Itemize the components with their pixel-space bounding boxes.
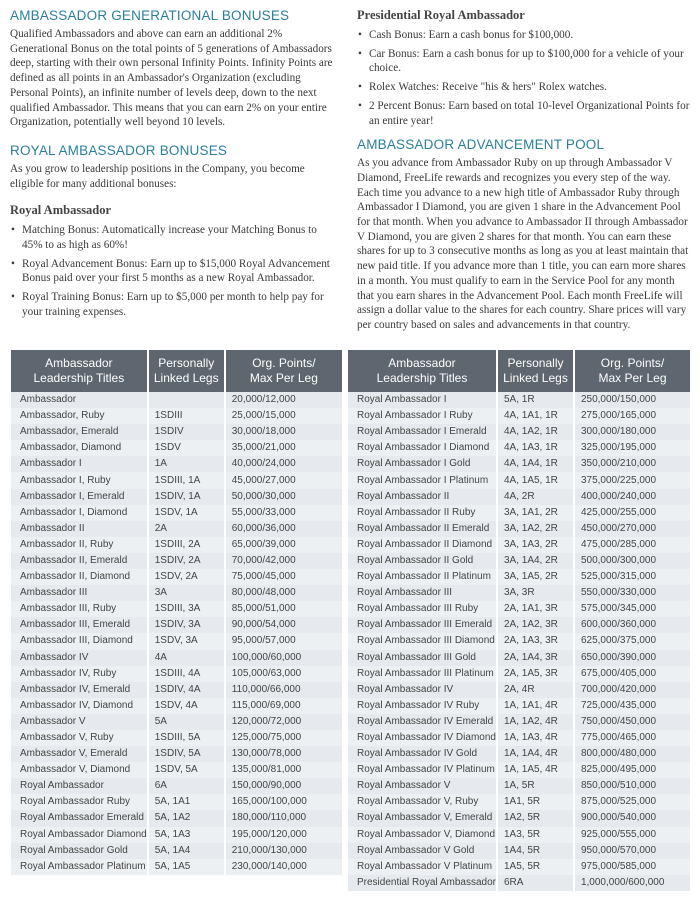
legs-cell: 4A, 1A1, 1R bbox=[497, 408, 574, 424]
legs-cell: 4A, 2R bbox=[497, 489, 574, 505]
table-row bbox=[348, 810, 690, 826]
table-row bbox=[11, 537, 342, 553]
points-cell: 30,000/18,000 bbox=[225, 424, 342, 440]
legs-cell: 5A bbox=[148, 714, 225, 730]
points-cell: 195,000/120,000 bbox=[225, 827, 342, 843]
points-cell: 25,000/15,000 bbox=[225, 408, 342, 424]
title-cell: Royal Ambassador V Gold bbox=[348, 843, 497, 859]
header-titles bbox=[11, 350, 148, 392]
legs-cell: 2A, 1A1, 3R bbox=[497, 601, 574, 617]
points-cell: 275,000/165,000 bbox=[574, 408, 690, 424]
table-row bbox=[348, 456, 690, 472]
legs-cell: 4A, 1A5, 1R bbox=[497, 472, 574, 488]
title-cell: Ambassador III, Diamond bbox=[11, 633, 148, 649]
table-row bbox=[11, 746, 342, 762]
legs-cell: 1SDIII, 5A bbox=[148, 730, 225, 746]
legs-cell: 5A, 1A4 bbox=[148, 843, 225, 859]
legs-cell: 3A bbox=[148, 585, 225, 601]
legs-cell bbox=[148, 392, 225, 408]
points-cell: 150,000/90,000 bbox=[225, 778, 342, 794]
points-cell: 525,000/315,000 bbox=[574, 569, 690, 585]
table-row bbox=[11, 698, 342, 714]
points-cell: 75,000/45,000 bbox=[225, 569, 342, 585]
table-row bbox=[348, 794, 690, 810]
title-cell: Ambassador V, Ruby bbox=[11, 730, 148, 746]
title-cell: Ambassador V, Diamond bbox=[11, 762, 148, 778]
points-cell: 300,000/180,000 bbox=[574, 424, 690, 440]
points-cell: 85,000/51,000 bbox=[225, 601, 342, 617]
header-line: Linked Legs bbox=[503, 371, 568, 385]
points-cell: 50,000/30,000 bbox=[225, 489, 342, 505]
royal-intro: As you grow to leadership positions in the Company, you become eligible for many additional bonuses: bbox=[10, 162, 305, 190]
table-row bbox=[11, 730, 342, 746]
legs-cell: 1SDIV bbox=[148, 424, 225, 440]
table-row bbox=[348, 392, 690, 408]
title-cell: Ambassador, Emerald bbox=[11, 424, 148, 440]
right-title-table-wrapper bbox=[348, 350, 690, 891]
legs-cell: 2A, 1A5, 3R bbox=[497, 666, 574, 682]
title-cell: Royal Ambassador I Emerald bbox=[348, 424, 497, 440]
table-row bbox=[348, 505, 690, 521]
points-cell: 35,000/21,000 bbox=[225, 440, 342, 456]
title-cell: Ambassador I bbox=[11, 456, 148, 472]
legs-cell: 2A, 1A4, 3R bbox=[497, 650, 574, 666]
table-row bbox=[11, 714, 342, 730]
points-cell: 925,000/555,000 bbox=[574, 827, 690, 843]
left-text-column bbox=[10, 8, 340, 324]
points-cell: 70,000/42,000 bbox=[225, 553, 342, 569]
points-cell: 800,000/480,000 bbox=[574, 746, 690, 762]
legs-cell: 1A4, 5R bbox=[497, 843, 574, 859]
table-row bbox=[348, 746, 690, 762]
title-cell: Ambassador II bbox=[11, 521, 148, 537]
pool-text: As you advance from Ambassador Ruby on up through Ambassador V Diamond, FreeLife rewards and recognizes you every step of the way. Each time you advance to a new high title of Ambassador Ruby through Ambassador I Diamond, you are given 1 share in the Advancement Pool for that month. When you advance to Ambassador II through Ambassador V Diamond, you are given 2 shares for that month. You can earn these shares for up to 3 consecutive months as long as you at least maintain that new paid title. If you advance more than 1 title, you can earn more shares in a month. You must qualify to earn in the Service Pool for any month that you earn shares in the Advancement Pool. Each month FreeLife will assign a dollar value to the shares for each country. Share prices will vary per country based on sales and advancements in that country. bbox=[357, 157, 689, 331]
header-points bbox=[225, 350, 342, 392]
legs-cell: 1A3, 5R bbox=[497, 827, 574, 843]
table-row bbox=[11, 585, 342, 601]
left-title-table-wrapper bbox=[11, 350, 342, 875]
points-cell: 950,000/570,000 bbox=[574, 843, 690, 859]
points-cell: 230,000/140,000 bbox=[225, 859, 342, 875]
points-cell: 600,000/360,000 bbox=[574, 617, 690, 633]
legs-cell: 1A5, 5R bbox=[497, 859, 574, 875]
header-line: Personally bbox=[507, 356, 564, 370]
left-table-body bbox=[11, 392, 342, 875]
points-cell: 700,000/420,000 bbox=[574, 682, 690, 698]
table-row bbox=[11, 859, 342, 875]
title-cell: Royal Ambassador III Emerald bbox=[348, 617, 497, 633]
title-cell: Royal Ambassador Ruby bbox=[11, 794, 148, 810]
table-row bbox=[348, 601, 690, 617]
table-header-row bbox=[348, 350, 690, 392]
legs-cell: 1SDIV, 4A bbox=[148, 682, 225, 698]
points-cell: 180,000/110,000 bbox=[225, 810, 342, 826]
title-cell: Ambassador II, Diamond bbox=[11, 569, 148, 585]
legs-cell: 5A, 1A3 bbox=[148, 827, 225, 843]
header-legs bbox=[497, 350, 574, 392]
legs-cell: 1A, 5R bbox=[497, 778, 574, 794]
title-cell: Royal Ambassador V bbox=[348, 778, 497, 794]
title-cell: Ambassador IV, Emerald bbox=[11, 682, 148, 698]
legs-cell: 1SDIII bbox=[148, 408, 225, 424]
points-cell: 825,000/495,000 bbox=[574, 762, 690, 778]
legs-cell: 1A, 1A3, 4R bbox=[497, 730, 574, 746]
legs-cell: 3A, 1A5, 2R bbox=[497, 569, 574, 585]
legs-cell: 5A, 1A1 bbox=[148, 794, 225, 810]
legs-cell: 1SDIII, 1A bbox=[148, 472, 225, 488]
title-cell: Royal Ambassador I Platinum bbox=[348, 472, 497, 488]
table-row bbox=[348, 875, 690, 891]
table-row bbox=[348, 698, 690, 714]
left-title-table bbox=[11, 350, 342, 875]
title-cell: Royal Ambassador IV bbox=[348, 682, 497, 698]
table-row bbox=[11, 810, 342, 826]
table-row bbox=[348, 537, 690, 553]
presidential-bullet-list bbox=[357, 28, 690, 128]
table-row bbox=[348, 424, 690, 440]
header-line: Org. Points/ bbox=[252, 356, 316, 370]
header-points bbox=[574, 350, 690, 392]
title-cell: Ambassador I, Ruby bbox=[11, 472, 148, 488]
table-row bbox=[348, 650, 690, 666]
legs-cell: 1SDIII, 3A bbox=[148, 601, 225, 617]
title-cell: Royal Ambassador I Ruby bbox=[348, 408, 497, 424]
title-cell: Ambassador bbox=[11, 392, 148, 408]
table-row bbox=[348, 569, 690, 585]
presidential-bullet: • 2 Percent Bonus: Earn based on total 10-level Organizational Points for an entire year! bbox=[369, 99, 690, 128]
title-cell: Ambassador IV, Ruby bbox=[11, 666, 148, 682]
title-cell: Ambassador II, Ruby bbox=[11, 537, 148, 553]
legs-cell: 1SDV, 1A bbox=[148, 505, 225, 521]
table-row bbox=[348, 843, 690, 859]
title-cell: Royal Ambassador Platinum bbox=[11, 859, 148, 875]
legs-cell: 1A1, 5R bbox=[497, 794, 574, 810]
table-row bbox=[11, 843, 342, 859]
legs-cell: 1A, 1A1, 4R bbox=[497, 698, 574, 714]
legs-cell: 1A2, 5R bbox=[497, 810, 574, 826]
presidential-subheading: Presidential Royal Ambassador bbox=[357, 8, 525, 22]
title-cell: Royal Ambassador III Platinum bbox=[348, 666, 497, 682]
points-cell: 120,000/72,000 bbox=[225, 714, 342, 730]
points-cell: 90,000/54,000 bbox=[225, 617, 342, 633]
title-cell: Royal Ambassador IV Ruby bbox=[348, 698, 497, 714]
table-row bbox=[11, 650, 342, 666]
table-row bbox=[348, 585, 690, 601]
title-cell: Ambassador III, Ruby bbox=[11, 601, 148, 617]
points-cell: 675,000/405,000 bbox=[574, 666, 690, 682]
points-cell: 1,000,000/600,000 bbox=[574, 875, 690, 891]
legs-cell: 1SDV bbox=[148, 440, 225, 456]
title-cell: Ambassador V, Emerald bbox=[11, 746, 148, 762]
table-row bbox=[11, 601, 342, 617]
legs-cell: 1A, 1A2, 4R bbox=[497, 714, 574, 730]
title-cell: Royal Ambassador II Gold bbox=[348, 553, 497, 569]
title-cell: Royal Ambassador III Diamond bbox=[348, 633, 497, 649]
presidential-bullet: • Car Bonus: Earn a cash bonus for up to $100,000 for a vehicle of your choice. bbox=[369, 47, 690, 76]
title-cell: Royal Ambassador II bbox=[348, 489, 497, 505]
header-line: Max Per Leg bbox=[249, 371, 318, 385]
legs-cell: 4A, 1A3, 1R bbox=[497, 440, 574, 456]
legs-cell: 3A, 1A2, 2R bbox=[497, 521, 574, 537]
title-cell: Ambassador, Diamond bbox=[11, 440, 148, 456]
legs-cell: 6A bbox=[148, 778, 225, 794]
table-row bbox=[348, 553, 690, 569]
header-line: Max Per Leg bbox=[598, 371, 667, 385]
legs-cell: 1SDV, 5A bbox=[148, 762, 225, 778]
table-row bbox=[11, 472, 342, 488]
title-cell: Royal Ambassador V Platinum bbox=[348, 859, 497, 875]
points-cell: 165,000/100,000 bbox=[225, 794, 342, 810]
points-cell: 875,000/525,000 bbox=[574, 794, 690, 810]
points-cell: 400,000/240,000 bbox=[574, 489, 690, 505]
title-cell: Royal Ambassador I bbox=[348, 392, 497, 408]
title-cell: Ambassador III, Emerald bbox=[11, 617, 148, 633]
pool-heading: AMBASSADOR ADVANCEMENT POOL bbox=[357, 137, 605, 153]
legs-cell: 2A, 4R bbox=[497, 682, 574, 698]
legs-cell: 1A, 1A5, 4R bbox=[497, 762, 574, 778]
title-cell: Royal Ambassador V, Diamond bbox=[348, 827, 497, 843]
header-line: Ambassador bbox=[388, 356, 456, 370]
legs-cell: 2A, 1A2, 3R bbox=[497, 617, 574, 633]
points-cell: 475,000/285,000 bbox=[574, 537, 690, 553]
table-row bbox=[348, 762, 690, 778]
title-cell: Royal Ambassador V, Ruby bbox=[348, 794, 497, 810]
title-cell: Royal Ambassador IV Emerald bbox=[348, 714, 497, 730]
title-cell: Royal Ambassador II Diamond bbox=[348, 537, 497, 553]
royal-bullet: • Matching Bonus: Automatically increase your Matching Bonus to 45% to as high as 60%! bbox=[22, 223, 340, 252]
points-cell: 425,000/255,000 bbox=[574, 505, 690, 521]
title-cell: Ambassador IV bbox=[11, 650, 148, 666]
header-legs bbox=[148, 350, 225, 392]
generational-text: Qualified Ambassadors and above can earn an additional 2% Generational Bonus on the total points of 5 generations of Ambassadors deep, starting with their own personal Infinity Points. Infinity Points are defined as all points in an Ambassador's Organization (excluding Personal Points), an infinite number of levels deep, down to the next qualified Ambassador. This means that you can earn 2% on your entire Organization, potentially well beyond 10 levels. bbox=[10, 28, 333, 129]
points-cell: 900,000/540,000 bbox=[574, 810, 690, 826]
points-cell: 775,000/465,000 bbox=[574, 730, 690, 746]
table-row bbox=[11, 392, 342, 408]
header-line: Org. Points/ bbox=[600, 356, 665, 370]
points-cell: 135,000/81,000 bbox=[225, 762, 342, 778]
table-row bbox=[11, 424, 342, 440]
points-cell: 130,000/78,000 bbox=[225, 746, 342, 762]
points-cell: 60,000/36,000 bbox=[225, 521, 342, 537]
table-row bbox=[348, 633, 690, 649]
table-row bbox=[348, 408, 690, 424]
points-cell: 105,000/63,000 bbox=[225, 666, 342, 682]
points-cell: 115,000/69,000 bbox=[225, 698, 342, 714]
points-cell: 625,000/375,000 bbox=[574, 633, 690, 649]
table-row bbox=[348, 778, 690, 794]
title-cell: Royal Ambassador IV Platinum bbox=[348, 762, 497, 778]
points-cell: 100,000/60,000 bbox=[225, 650, 342, 666]
points-cell: 375,000/225,000 bbox=[574, 472, 690, 488]
title-cell: Ambassador V bbox=[11, 714, 148, 730]
points-cell: 55,000/33,000 bbox=[225, 505, 342, 521]
table-row bbox=[348, 472, 690, 488]
table-row bbox=[11, 521, 342, 537]
points-cell: 20,000/12,000 bbox=[225, 392, 342, 408]
points-cell: 110,000/66,000 bbox=[225, 682, 342, 698]
table-row bbox=[11, 682, 342, 698]
table-row bbox=[348, 859, 690, 875]
title-cell: Royal Ambassador III bbox=[348, 585, 497, 601]
table-row bbox=[11, 408, 342, 424]
title-cell: Royal Ambassador I Gold bbox=[348, 456, 497, 472]
legs-cell: 3A, 1A3, 2R bbox=[497, 537, 574, 553]
header-line: Leadership Titles bbox=[33, 371, 125, 385]
title-cell: Royal Ambassador bbox=[11, 778, 148, 794]
legs-cell: 4A, 1A2, 1R bbox=[497, 424, 574, 440]
table-header-row bbox=[11, 350, 342, 392]
table-row bbox=[348, 682, 690, 698]
legs-cell: 1SDIII, 4A bbox=[148, 666, 225, 682]
legs-cell: 1A, 1A4, 4R bbox=[497, 746, 574, 762]
table-row bbox=[11, 778, 342, 794]
points-cell: 850,000/510,000 bbox=[574, 778, 690, 794]
header-line: Leadership Titles bbox=[376, 371, 468, 385]
table-row bbox=[11, 794, 342, 810]
table-row bbox=[348, 489, 690, 505]
table-row bbox=[11, 666, 342, 682]
right-table-body bbox=[348, 392, 690, 891]
points-cell: 350,000/210,000 bbox=[574, 456, 690, 472]
legs-cell: 1SDV, 2A bbox=[148, 569, 225, 585]
title-cell: Royal Ambassador II Emerald bbox=[348, 521, 497, 537]
title-cell: Royal Ambassador III Ruby bbox=[348, 601, 497, 617]
title-cell: Royal Ambassador IV Gold bbox=[348, 746, 497, 762]
legs-cell: 1SDIII, 2A bbox=[148, 537, 225, 553]
table-row bbox=[11, 762, 342, 778]
title-cell: Royal Ambassador Diamond bbox=[11, 827, 148, 843]
legs-cell: 1SDIV, 2A bbox=[148, 553, 225, 569]
table-row bbox=[11, 456, 342, 472]
table-row bbox=[348, 730, 690, 746]
royal-bullet: • Royal Advancement Bonus: Earn up to $15,000 Royal Advancement Bonus paid over your first 5 months as a new Royal Ambassador. bbox=[22, 257, 340, 286]
title-cell: Royal Ambassador II Platinum bbox=[348, 569, 497, 585]
table-row bbox=[11, 505, 342, 521]
points-cell: 650,000/390,000 bbox=[574, 650, 690, 666]
legs-cell: 3A, 3R bbox=[497, 585, 574, 601]
points-cell: 325,000/195,000 bbox=[574, 440, 690, 456]
table-row bbox=[11, 827, 342, 843]
points-cell: 250,000/150,000 bbox=[574, 392, 690, 408]
points-cell: 575,000/345,000 bbox=[574, 601, 690, 617]
title-cell: Royal Ambassador Gold bbox=[11, 843, 148, 859]
header-line: Linked Legs bbox=[153, 371, 219, 385]
title-cell: Ambassador IV, Diamond bbox=[11, 698, 148, 714]
table-row bbox=[11, 633, 342, 649]
points-cell: 210,000/130,000 bbox=[225, 843, 342, 859]
presidential-bullet: • Cash Bonus: Earn a cash bonus for $100,000. bbox=[369, 28, 690, 43]
royal-bullet: • Royal Training Bonus: Earn up to $5,000 per month to help pay for your training expenses. bbox=[22, 290, 340, 319]
title-cell: Ambassador III bbox=[11, 585, 148, 601]
title-cell: Royal Ambassador III Gold bbox=[348, 650, 497, 666]
legs-cell: 1SDIV, 5A bbox=[148, 746, 225, 762]
header-line: Personally bbox=[158, 356, 215, 370]
points-cell: 80,000/48,000 bbox=[225, 585, 342, 601]
royal-heading: ROYAL AMBASSADOR BONUSES bbox=[10, 142, 228, 158]
table-row bbox=[11, 440, 342, 456]
legs-cell: 2A bbox=[148, 521, 225, 537]
points-cell: 45,000/27,000 bbox=[225, 472, 342, 488]
legs-cell: 1SDIV, 3A bbox=[148, 617, 225, 633]
legs-cell: 3A, 1A4, 2R bbox=[497, 553, 574, 569]
table-row bbox=[11, 489, 342, 505]
points-cell: 550,000/330,000 bbox=[574, 585, 690, 601]
title-cell: Royal Ambassador I Diamond bbox=[348, 440, 497, 456]
table-row bbox=[348, 440, 690, 456]
legs-cell: 1A bbox=[148, 456, 225, 472]
title-cell: Ambassador I, Diamond bbox=[11, 505, 148, 521]
header-titles bbox=[348, 350, 497, 392]
royal-bullet-list bbox=[10, 223, 340, 319]
table-row bbox=[348, 521, 690, 537]
legs-cell: 1SDV, 3A bbox=[148, 633, 225, 649]
points-cell: 95,000/57,000 bbox=[225, 633, 342, 649]
legs-cell: 1SDV, 4A bbox=[148, 698, 225, 714]
legs-cell: 5A, 1A2 bbox=[148, 810, 225, 826]
table-row bbox=[348, 617, 690, 633]
presidential-bullet: • Rolex Watches: Receive "his & hers" Rolex watches. bbox=[369, 80, 690, 95]
points-cell: 40,000/24,000 bbox=[225, 456, 342, 472]
generational-heading: AMBASSADOR GENERATIONAL BONUSES bbox=[10, 8, 290, 23]
legs-cell: 5A, 1R bbox=[497, 392, 574, 408]
title-cell: Ambassador, Ruby bbox=[11, 408, 148, 424]
legs-cell: 5A, 1A5 bbox=[148, 859, 225, 875]
points-cell: 975,000/585,000 bbox=[574, 859, 690, 875]
table-row bbox=[348, 827, 690, 843]
points-cell: 750,000/450,000 bbox=[574, 714, 690, 730]
points-cell: 65,000/39,000 bbox=[225, 537, 342, 553]
title-cell: Presidential Royal Ambassador bbox=[348, 875, 497, 891]
table-row bbox=[348, 714, 690, 730]
royal-subheading: Royal Ambassador bbox=[10, 203, 112, 218]
title-cell: Royal Ambassador Emerald bbox=[11, 810, 148, 826]
title-cell: Ambassador I, Emerald bbox=[11, 489, 148, 505]
table-row bbox=[348, 666, 690, 682]
title-cell: Royal Ambassador II Ruby bbox=[348, 505, 497, 521]
points-cell: 125,000/75,000 bbox=[225, 730, 342, 746]
table-row bbox=[11, 617, 342, 633]
table-row bbox=[11, 553, 342, 569]
right-text-column bbox=[357, 8, 690, 333]
points-cell: 725,000/435,000 bbox=[574, 698, 690, 714]
table-row bbox=[11, 569, 342, 585]
title-cell: Royal Ambassador V, Emerald bbox=[348, 810, 497, 826]
legs-cell: 4A bbox=[148, 650, 225, 666]
legs-cell: 3A, 1A1, 2R bbox=[497, 505, 574, 521]
legs-cell: 6RA bbox=[497, 875, 574, 891]
points-cell: 500,000/300,000 bbox=[574, 553, 690, 569]
points-cell: 450,000/270,000 bbox=[574, 521, 690, 537]
header-line: Ambassador bbox=[45, 356, 113, 370]
legs-cell: 1SDIV, 1A bbox=[148, 489, 225, 505]
legs-cell: 2A, 1A3, 3R bbox=[497, 633, 574, 649]
title-cell: Royal Ambassador IV Diamond bbox=[348, 730, 497, 746]
legs-cell: 4A, 1A4, 1R bbox=[497, 456, 574, 472]
right-title-table bbox=[348, 350, 690, 891]
title-cell: Ambassador II, Emerald bbox=[11, 553, 148, 569]
